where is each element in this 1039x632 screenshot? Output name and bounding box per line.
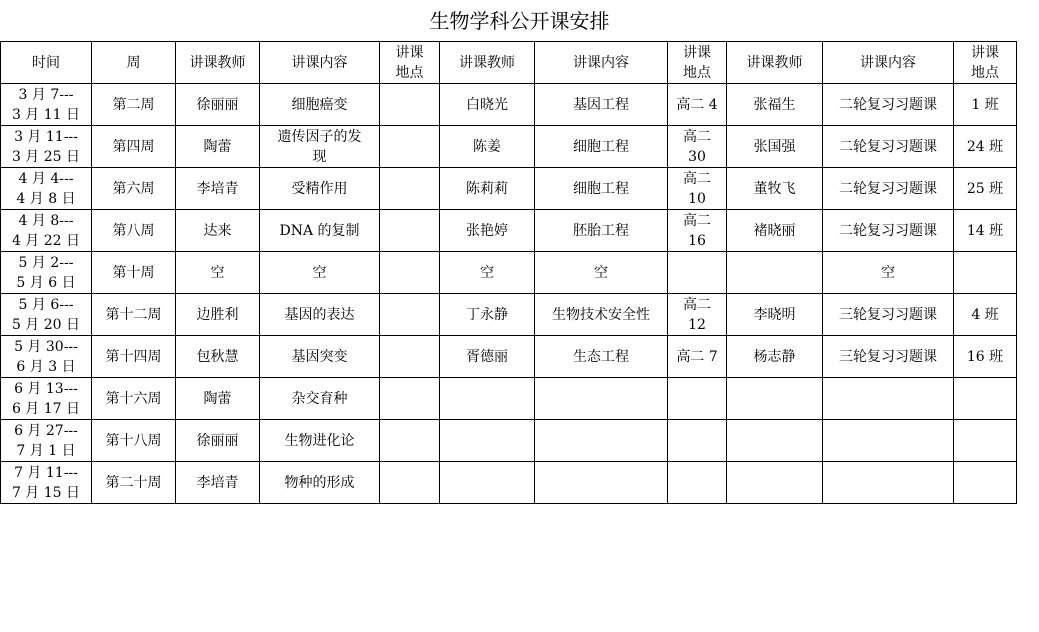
cell-content-2: 基因工程 bbox=[535, 84, 668, 126]
cell-content-3 bbox=[823, 420, 954, 462]
cell-teacher-2: 白晓光 bbox=[440, 84, 535, 126]
cell-location-1 bbox=[380, 462, 440, 504]
cell-location-1 bbox=[380, 126, 440, 168]
header-content-2: 讲课内容 bbox=[535, 42, 668, 84]
header-content-1: 讲课内容 bbox=[260, 42, 380, 84]
cell-teacher-2 bbox=[440, 462, 535, 504]
cell-location-2: 高二 16 bbox=[668, 210, 727, 252]
cell-teacher-3: 张国强 bbox=[727, 126, 823, 168]
cell-week: 第十六周 bbox=[92, 378, 176, 420]
cell-content-1: 空 bbox=[260, 252, 380, 294]
cell-teacher-2: 陈莉莉 bbox=[440, 168, 535, 210]
cell-location-3: 24 班 bbox=[954, 126, 1017, 168]
cell-location-1 bbox=[380, 210, 440, 252]
cell-content-3: 三轮复习习题课 bbox=[823, 294, 954, 336]
cell-time: 5 月 30--- 6 月 3 日 bbox=[1, 336, 92, 378]
cell-time: 3 月 11--- 3 月 25 日 bbox=[1, 126, 92, 168]
cell-time: 5 月 6--- 5 月 20 日 bbox=[1, 294, 92, 336]
cell-location-1 bbox=[380, 252, 440, 294]
cell-teacher-1: 徐丽丽 bbox=[176, 84, 260, 126]
header-time: 时间 bbox=[1, 42, 92, 84]
cell-content-3: 空 bbox=[823, 252, 954, 294]
cell-content-2: 生物技术安全性 bbox=[535, 294, 668, 336]
cell-teacher-1: 徐丽丽 bbox=[176, 420, 260, 462]
cell-content-2: 细胞工程 bbox=[535, 168, 668, 210]
cell-location-2: 高二 10 bbox=[668, 168, 727, 210]
cell-teacher-1: 李培青 bbox=[176, 462, 260, 504]
cell-time: 3 月 7--- 3 月 11 日 bbox=[1, 84, 92, 126]
cell-week: 第二十周 bbox=[92, 462, 176, 504]
cell-location-2: 高二 7 bbox=[668, 336, 727, 378]
cell-teacher-3: 董牧飞 bbox=[727, 168, 823, 210]
cell-content-3: 二轮复习习题课 bbox=[823, 210, 954, 252]
cell-location-2 bbox=[668, 462, 727, 504]
cell-teacher-3 bbox=[727, 462, 823, 504]
cell-teacher-1: 边胜利 bbox=[176, 294, 260, 336]
cell-content-1: 生物进化论 bbox=[260, 420, 380, 462]
header-teacher-1: 讲课教师 bbox=[176, 42, 260, 84]
cell-teacher-1: 陶蕾 bbox=[176, 378, 260, 420]
cell-time: 5 月 2--- 5 月 6 日 bbox=[1, 252, 92, 294]
cell-week: 第十周 bbox=[92, 252, 176, 294]
cell-week: 第四周 bbox=[92, 126, 176, 168]
cell-location-2 bbox=[668, 252, 727, 294]
cell-teacher-3 bbox=[727, 420, 823, 462]
cell-content-3: 二轮复习习题课 bbox=[823, 168, 954, 210]
cell-location-2 bbox=[668, 378, 727, 420]
cell-location-3: 4 班 bbox=[954, 294, 1017, 336]
cell-content-3: 三轮复习习题课 bbox=[823, 336, 954, 378]
cell-content-1: 受精作用 bbox=[260, 168, 380, 210]
cell-teacher-2: 空 bbox=[440, 252, 535, 294]
cell-location-2: 高二 30 bbox=[668, 126, 727, 168]
cell-content-1: 基因的表达 bbox=[260, 294, 380, 336]
cell-teacher-3: 杨志静 bbox=[727, 336, 823, 378]
table-row bbox=[1, 168, 1017, 210]
cell-location-3 bbox=[954, 462, 1017, 504]
cell-content-1: 基因突变 bbox=[260, 336, 380, 378]
cell-location-1 bbox=[380, 378, 440, 420]
cell-teacher-3: 褚晓丽 bbox=[727, 210, 823, 252]
cell-content-1: 细胞癌变 bbox=[260, 84, 380, 126]
header-teacher-2: 讲课教师 bbox=[440, 42, 535, 84]
cell-teacher-2: 丁永静 bbox=[440, 294, 535, 336]
cell-location-1 bbox=[380, 420, 440, 462]
table-row bbox=[1, 84, 1017, 126]
cell-location-1 bbox=[380, 294, 440, 336]
header-teacher-3: 讲课教师 bbox=[727, 42, 823, 84]
cell-location-3 bbox=[954, 420, 1017, 462]
cell-location-3: 14 班 bbox=[954, 210, 1017, 252]
cell-location-3: 16 班 bbox=[954, 336, 1017, 378]
cell-week: 第十八周 bbox=[92, 420, 176, 462]
header-week: 周 bbox=[92, 42, 176, 84]
cell-content-2 bbox=[535, 420, 668, 462]
cell-content-2 bbox=[535, 378, 668, 420]
cell-time: 4 月 4--- 4 月 8 日 bbox=[1, 168, 92, 210]
cell-content-2 bbox=[535, 462, 668, 504]
header-location-3: 讲课 地点 bbox=[954, 42, 1017, 84]
cell-location-3 bbox=[954, 378, 1017, 420]
cell-location-1 bbox=[380, 336, 440, 378]
cell-content-1: 杂交育种 bbox=[260, 378, 380, 420]
cell-teacher-1: 李培青 bbox=[176, 168, 260, 210]
cell-teacher-1: 陶蕾 bbox=[176, 126, 260, 168]
page-title: 生物学科公开课安排 bbox=[429, 9, 610, 33]
cell-teacher-2 bbox=[440, 378, 535, 420]
header-row bbox=[1, 42, 1017, 84]
cell-teacher-1: 达来 bbox=[176, 210, 260, 252]
cell-time: 7 月 11--- 7 月 15 日 bbox=[1, 462, 92, 504]
cell-content-1: DNA 的复制 bbox=[260, 210, 380, 252]
cell-content-3 bbox=[823, 462, 954, 504]
cell-location-3: 1 班 bbox=[954, 84, 1017, 126]
cell-content-1: 物种的形成 bbox=[260, 462, 380, 504]
table-row bbox=[1, 462, 1017, 504]
cell-week: 第十二周 bbox=[92, 294, 176, 336]
cell-location-1 bbox=[380, 168, 440, 210]
cell-location-2: 高二 12 bbox=[668, 294, 727, 336]
cell-location-1 bbox=[380, 84, 440, 126]
cell-teacher-3: 张福生 bbox=[727, 84, 823, 126]
cell-teacher-1: 包秋慧 bbox=[176, 336, 260, 378]
header-location-1: 讲课 地点 bbox=[380, 42, 440, 84]
cell-content-3: 二轮复习习题课 bbox=[823, 84, 954, 126]
cell-teacher-3 bbox=[727, 378, 823, 420]
header-content-3: 讲课内容 bbox=[823, 42, 954, 84]
table-row bbox=[1, 420, 1017, 462]
table-row bbox=[1, 378, 1017, 420]
cell-teacher-2 bbox=[440, 420, 535, 462]
header-location-2: 讲课 地点 bbox=[668, 42, 727, 84]
cell-week: 第六周 bbox=[92, 168, 176, 210]
cell-week: 第二周 bbox=[92, 84, 176, 126]
cell-teacher-1: 空 bbox=[176, 252, 260, 294]
table-row bbox=[1, 336, 1017, 378]
cell-content-2: 生态工程 bbox=[535, 336, 668, 378]
cell-teacher-2: 陈姜 bbox=[440, 126, 535, 168]
cell-location-2: 高二 4 bbox=[668, 84, 727, 126]
cell-time: 6 月 27--- 7 月 1 日 bbox=[1, 420, 92, 462]
cell-teacher-3: 李晓明 bbox=[727, 294, 823, 336]
table-body bbox=[1, 84, 1017, 504]
cell-location-3: 25 班 bbox=[954, 168, 1017, 210]
cell-week: 第十四周 bbox=[92, 336, 176, 378]
cell-teacher-2: 张艳婷 bbox=[440, 210, 535, 252]
cell-location-2 bbox=[668, 420, 727, 462]
cell-content-3: 二轮复习习题课 bbox=[823, 126, 954, 168]
table-row bbox=[1, 210, 1017, 252]
table-row bbox=[1, 252, 1017, 294]
cell-content-3 bbox=[823, 378, 954, 420]
cell-content-1: 遗传因子的发 现 bbox=[260, 126, 380, 168]
table-row bbox=[1, 126, 1017, 168]
cell-teacher-2: 胥德丽 bbox=[440, 336, 535, 378]
table-row bbox=[1, 294, 1017, 336]
cell-location-3 bbox=[954, 252, 1017, 294]
cell-content-2: 细胞工程 bbox=[535, 126, 668, 168]
cell-time: 4 月 8--- 4 月 22 日 bbox=[1, 210, 92, 252]
cell-content-2: 胚胎工程 bbox=[535, 210, 668, 252]
cell-teacher-3 bbox=[727, 252, 823, 294]
cell-content-2: 空 bbox=[535, 252, 668, 294]
schedule-table bbox=[0, 41, 1017, 504]
cell-time: 6 月 13--- 6 月 17 日 bbox=[1, 378, 92, 420]
cell-week: 第八周 bbox=[92, 210, 176, 252]
